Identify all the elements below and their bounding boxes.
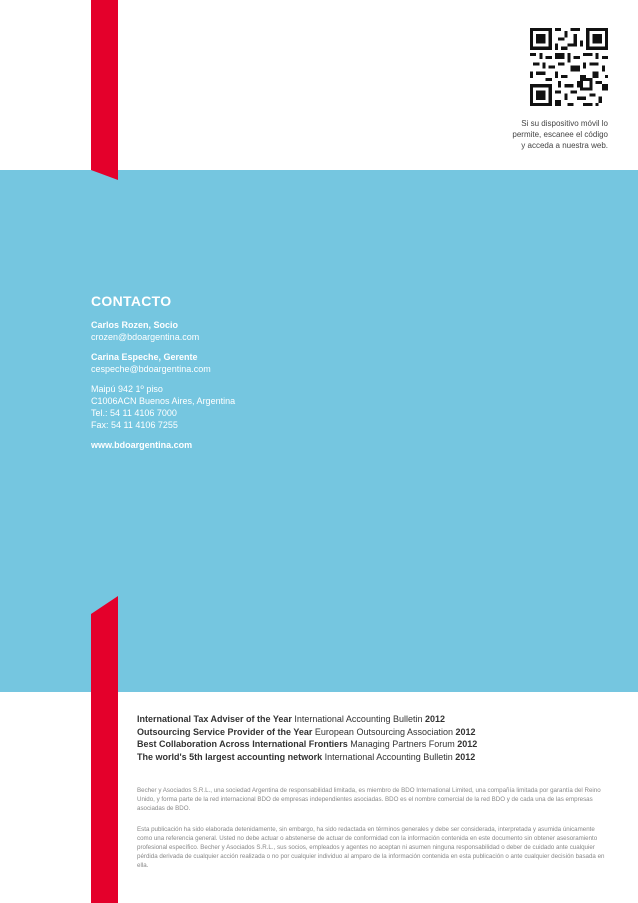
awards-list bbox=[137, 713, 607, 763]
award-source: Managing Partners Forum bbox=[347, 739, 458, 749]
red-brand-bar-top bbox=[91, 0, 118, 170]
phone-number: Tel.: 54 11 4106 7000 bbox=[91, 408, 177, 418]
award-source: International Accounting Bulletin bbox=[291, 714, 425, 724]
award-year: 2012 bbox=[455, 726, 476, 737]
award-source: European Outsourcing Association bbox=[312, 726, 456, 737]
website-link[interactable]: www.bdoargentina.com bbox=[91, 440, 193, 450]
award-year: 2012 bbox=[455, 751, 476, 762]
contact-person-email[interactable]: crozen@bdoargentina.com bbox=[91, 332, 200, 342]
legal-disclaimer-1: Becher y Asociados S.R.L., una sociedad Argentina de responsabilidad limitada, es miembro de BDO International Limited, una compañía limitada por garantía del Reino Unido, y forma parte de la red internacional BDO de empresas independientes asociadas. BDO es el nombre comercial de la red BDO y de cada una de las empresas asociadas de BDO. bbox=[137, 787, 601, 812]
award-title: International Tax Adviser of the Year bbox=[137, 714, 292, 724]
red-brand-bar-bottom bbox=[91, 692, 118, 903]
award-year: 2012 bbox=[457, 739, 478, 749]
award-line bbox=[137, 751, 607, 764]
contact-title: CONTACTO bbox=[91, 293, 172, 309]
qr-caption-line: Si su dispositivo móvil lo bbox=[521, 119, 608, 128]
award-line bbox=[137, 738, 607, 751]
award-year: 2012 bbox=[424, 714, 446, 724]
contact-person-name: Carina Espeche, Gerente bbox=[91, 352, 198, 362]
qr-code-icon[interactable] bbox=[530, 28, 608, 106]
address-line: C1006ACN Buenos Aires, Argentina bbox=[91, 396, 236, 406]
award-source: International Accounting Bulletin bbox=[322, 751, 456, 762]
award-line bbox=[137, 713, 607, 726]
award-line bbox=[137, 726, 607, 739]
fax-number: Fax: 54 11 4106 7255 bbox=[91, 420, 178, 430]
award-title: Best Collaboration Across International Frontiers bbox=[137, 739, 348, 749]
contact-block bbox=[91, 293, 391, 451]
qr-caption-line: permite, escanee el código bbox=[512, 130, 608, 139]
legal-disclaimer-2: Esta publicación ha sido elaborada detenidamente, sin embargo, ha sido redactada en términos generales y debe ser considerada, interpretada y asumida únicamente como una referencia general. Usted no debe actuar o abstenerse de actuar de conformidad con la información contenida en este documento sin obtener asesoramiento profesional específico. Becher y Asociados S.R.L., sus socios, empleados y agentes no aceptan ni asumen ninguna responsabilidad o deber de cuidado ante cualquier pérdida derivada de cualquier acción realizada o no por cualquier individuo al amparo de la información contenida en esta publicación o ante cualquier decisión basada en ella. bbox=[137, 826, 605, 869]
award-title: Outsourcing Service Provider of the Year bbox=[137, 726, 313, 737]
address-line: Maipú 942 1º piso bbox=[91, 384, 163, 394]
award-title: The world's 5th largest accounting network bbox=[137, 751, 323, 762]
contact-person-name: Carlos Rozen, Socio bbox=[91, 320, 179, 330]
contact-person-email[interactable]: cespeche@bdoargentina.com bbox=[91, 364, 211, 374]
qr-caption bbox=[480, 118, 608, 151]
qr-caption-line: y acceda a nuestra web. bbox=[521, 141, 608, 150]
